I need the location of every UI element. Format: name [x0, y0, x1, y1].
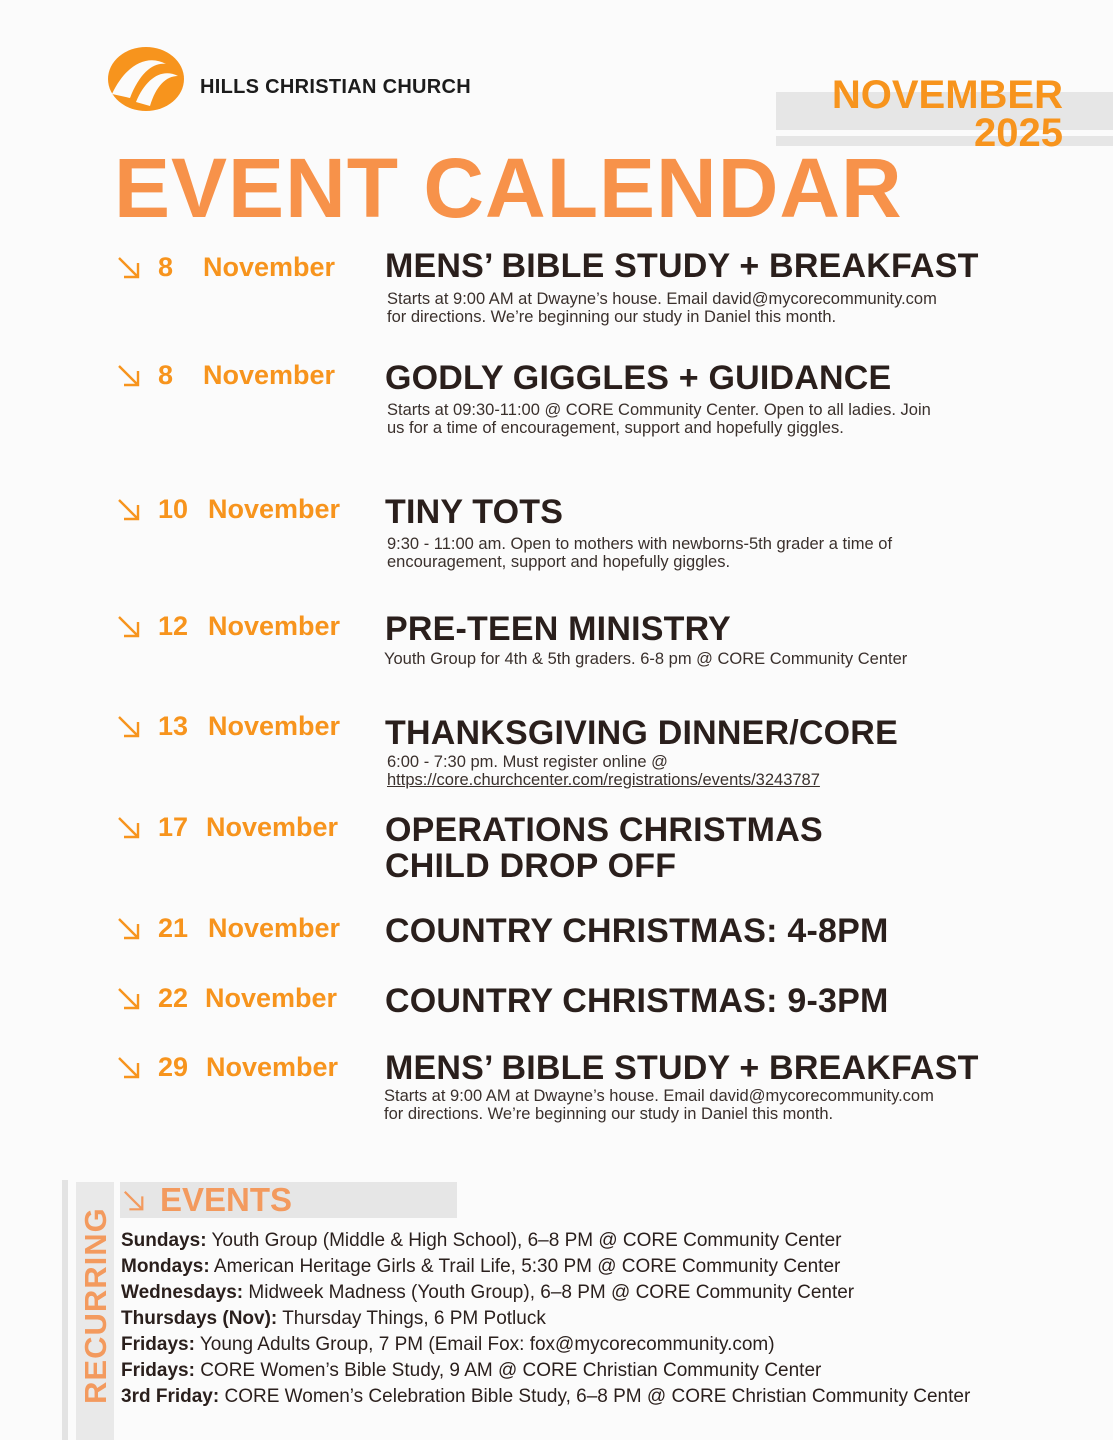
- arrow-down-right-icon: [116, 916, 142, 942]
- recurring-day: Wednesdays:: [121, 1282, 244, 1303]
- recurring-day: Thursdays (Nov):: [121, 1308, 278, 1329]
- event-description: Youth Group for 4th & 5th graders. 6-8 pm @ CORE Community Center: [384, 650, 908, 668]
- event-title: TINY TOTS: [385, 493, 564, 531]
- arrow-down-right-icon: [116, 363, 142, 389]
- arrow-down-right-icon: [116, 986, 142, 1012]
- event-description: Starts at 09:30-11:00 @ CORE Community Center. Open to all ladies. Join us for a time of encouragement, support and hopefully giggles.: [387, 401, 931, 437]
- year-label: 2025: [974, 111, 1063, 155]
- event-day: 8: [158, 252, 174, 282]
- recurring-item: [121, 1306, 970, 1332]
- event-day: 12: [158, 611, 189, 641]
- event-month: November: [208, 913, 341, 943]
- event-title: COUNTRY CHRISTMAS: 9-3PM: [385, 982, 889, 1020]
- event-description-text: 6:00 - 7:30 pm. Must register online @: [387, 753, 668, 771]
- event-month: November: [206, 812, 339, 842]
- org-name: HILLS CHRISTIAN CHURCH: [200, 76, 472, 98]
- event-title: PRE-TEEN MINISTRY: [385, 610, 731, 648]
- event-description: 9:30 - 11:00 am. Open to mothers with newborns-5th grader a time of encouragement, support and hopefully giggles.: [387, 535, 893, 571]
- event-month: November: [208, 494, 341, 524]
- recurring-day: Fridays:: [121, 1334, 195, 1355]
- recurring-item: [121, 1358, 970, 1384]
- event-title: GODLY GIGGLES + GUIDANCE: [385, 359, 892, 397]
- recurring-text: CORE Women’s Bible Study, 9 AM @ CORE Christian Community Center: [200, 1360, 822, 1381]
- recurring-accent-bar: [62, 1180, 68, 1440]
- recurring-item: [121, 1254, 970, 1280]
- recurring-text: American Heritage Girls & Trail Life, 5:30 PM @ CORE Community Center: [213, 1256, 841, 1277]
- church-logo-icon: [106, 42, 186, 112]
- recurring-item: [121, 1280, 970, 1306]
- event-title: OPERATIONS CHRISTMAS CHILD DROP OFF: [385, 811, 823, 885]
- arrow-down-right-icon: [116, 815, 142, 841]
- recurring-item: [121, 1384, 970, 1410]
- event-description: Starts at 9:00 AM at Dwayne’s house. Email david@mycorecommunity.com for directions. We’re beginning our study in Daniel this month.: [387, 290, 937, 326]
- event-description: Starts at 9:00 AM at Dwayne’s house. Email david@mycorecommunity.com for directions. We’re beginning our study in Daniel this month.: [384, 1087, 934, 1123]
- recurring-text: Young Adults Group, 7 PM (Email Fox: fox@mycorecommunity.com): [199, 1334, 775, 1355]
- month-label: NOVEMBER: [831, 73, 1063, 117]
- recurring-heading: EVENTS: [160, 1181, 293, 1218]
- arrow-down-right-icon: [116, 1055, 142, 1081]
- arrow-down-right-icon: [116, 497, 142, 523]
- recurring-day: Mondays:: [121, 1256, 210, 1277]
- event-day: 8: [158, 360, 174, 390]
- recurring-day: Fridays:: [121, 1360, 195, 1381]
- recurring-text: Midweek Madness (Youth Group), 6–8 PM @ CORE Community Center: [248, 1282, 855, 1303]
- arrow-down-right-icon: [116, 714, 142, 740]
- recurring-day: 3rd Friday:: [121, 1386, 220, 1407]
- recurring-day: Sundays:: [121, 1230, 207, 1251]
- event-day: 17: [158, 812, 189, 842]
- page-title: EVENT CALENDAR: [114, 141, 903, 235]
- event-day: 13: [158, 711, 189, 741]
- event-month: November: [206, 1052, 339, 1082]
- event-month: November: [208, 711, 341, 741]
- recurring-text: Thursday Things, 6 PM Potluck: [282, 1308, 546, 1329]
- event-day: 21: [158, 913, 189, 943]
- recurring-item: [121, 1332, 970, 1358]
- event-title: MENS’ BIBLE STUDY + BREAKFAST: [385, 247, 979, 285]
- arrow-down-right-icon: [122, 1189, 146, 1213]
- event-month: November: [203, 252, 336, 282]
- event-day: 10: [158, 494, 189, 524]
- registration-link[interactable]: https://core.churchcenter.com/registrations/events/3243787: [387, 771, 820, 789]
- event-month: November: [208, 611, 341, 641]
- recurring-side-label: RECURRING: [78, 1207, 113, 1404]
- recurring-text: Youth Group (Middle & High School), 6–8 PM @ CORE Community Center: [211, 1230, 842, 1251]
- event-title: MENS’ BIBLE STUDY + BREAKFAST: [385, 1049, 979, 1087]
- arrow-down-right-icon: [116, 614, 142, 640]
- event-day: 29: [158, 1052, 189, 1082]
- recurring-text: CORE Women’s Celebration Bible Study, 6–8 PM @ CORE Christian Community Center: [224, 1386, 971, 1407]
- arrow-down-right-icon: [116, 255, 142, 281]
- event-day: 22: [158, 983, 189, 1013]
- recurring-list: [121, 1228, 970, 1410]
- event-month: November: [205, 983, 338, 1013]
- recurring-item: [121, 1228, 970, 1254]
- event-month: November: [203, 360, 336, 390]
- event-description: [387, 753, 947, 789]
- event-title: COUNTRY CHRISTMAS: 4-8PM: [385, 912, 889, 950]
- event-title: THANKSGIVING DINNER/CORE: [385, 714, 898, 752]
